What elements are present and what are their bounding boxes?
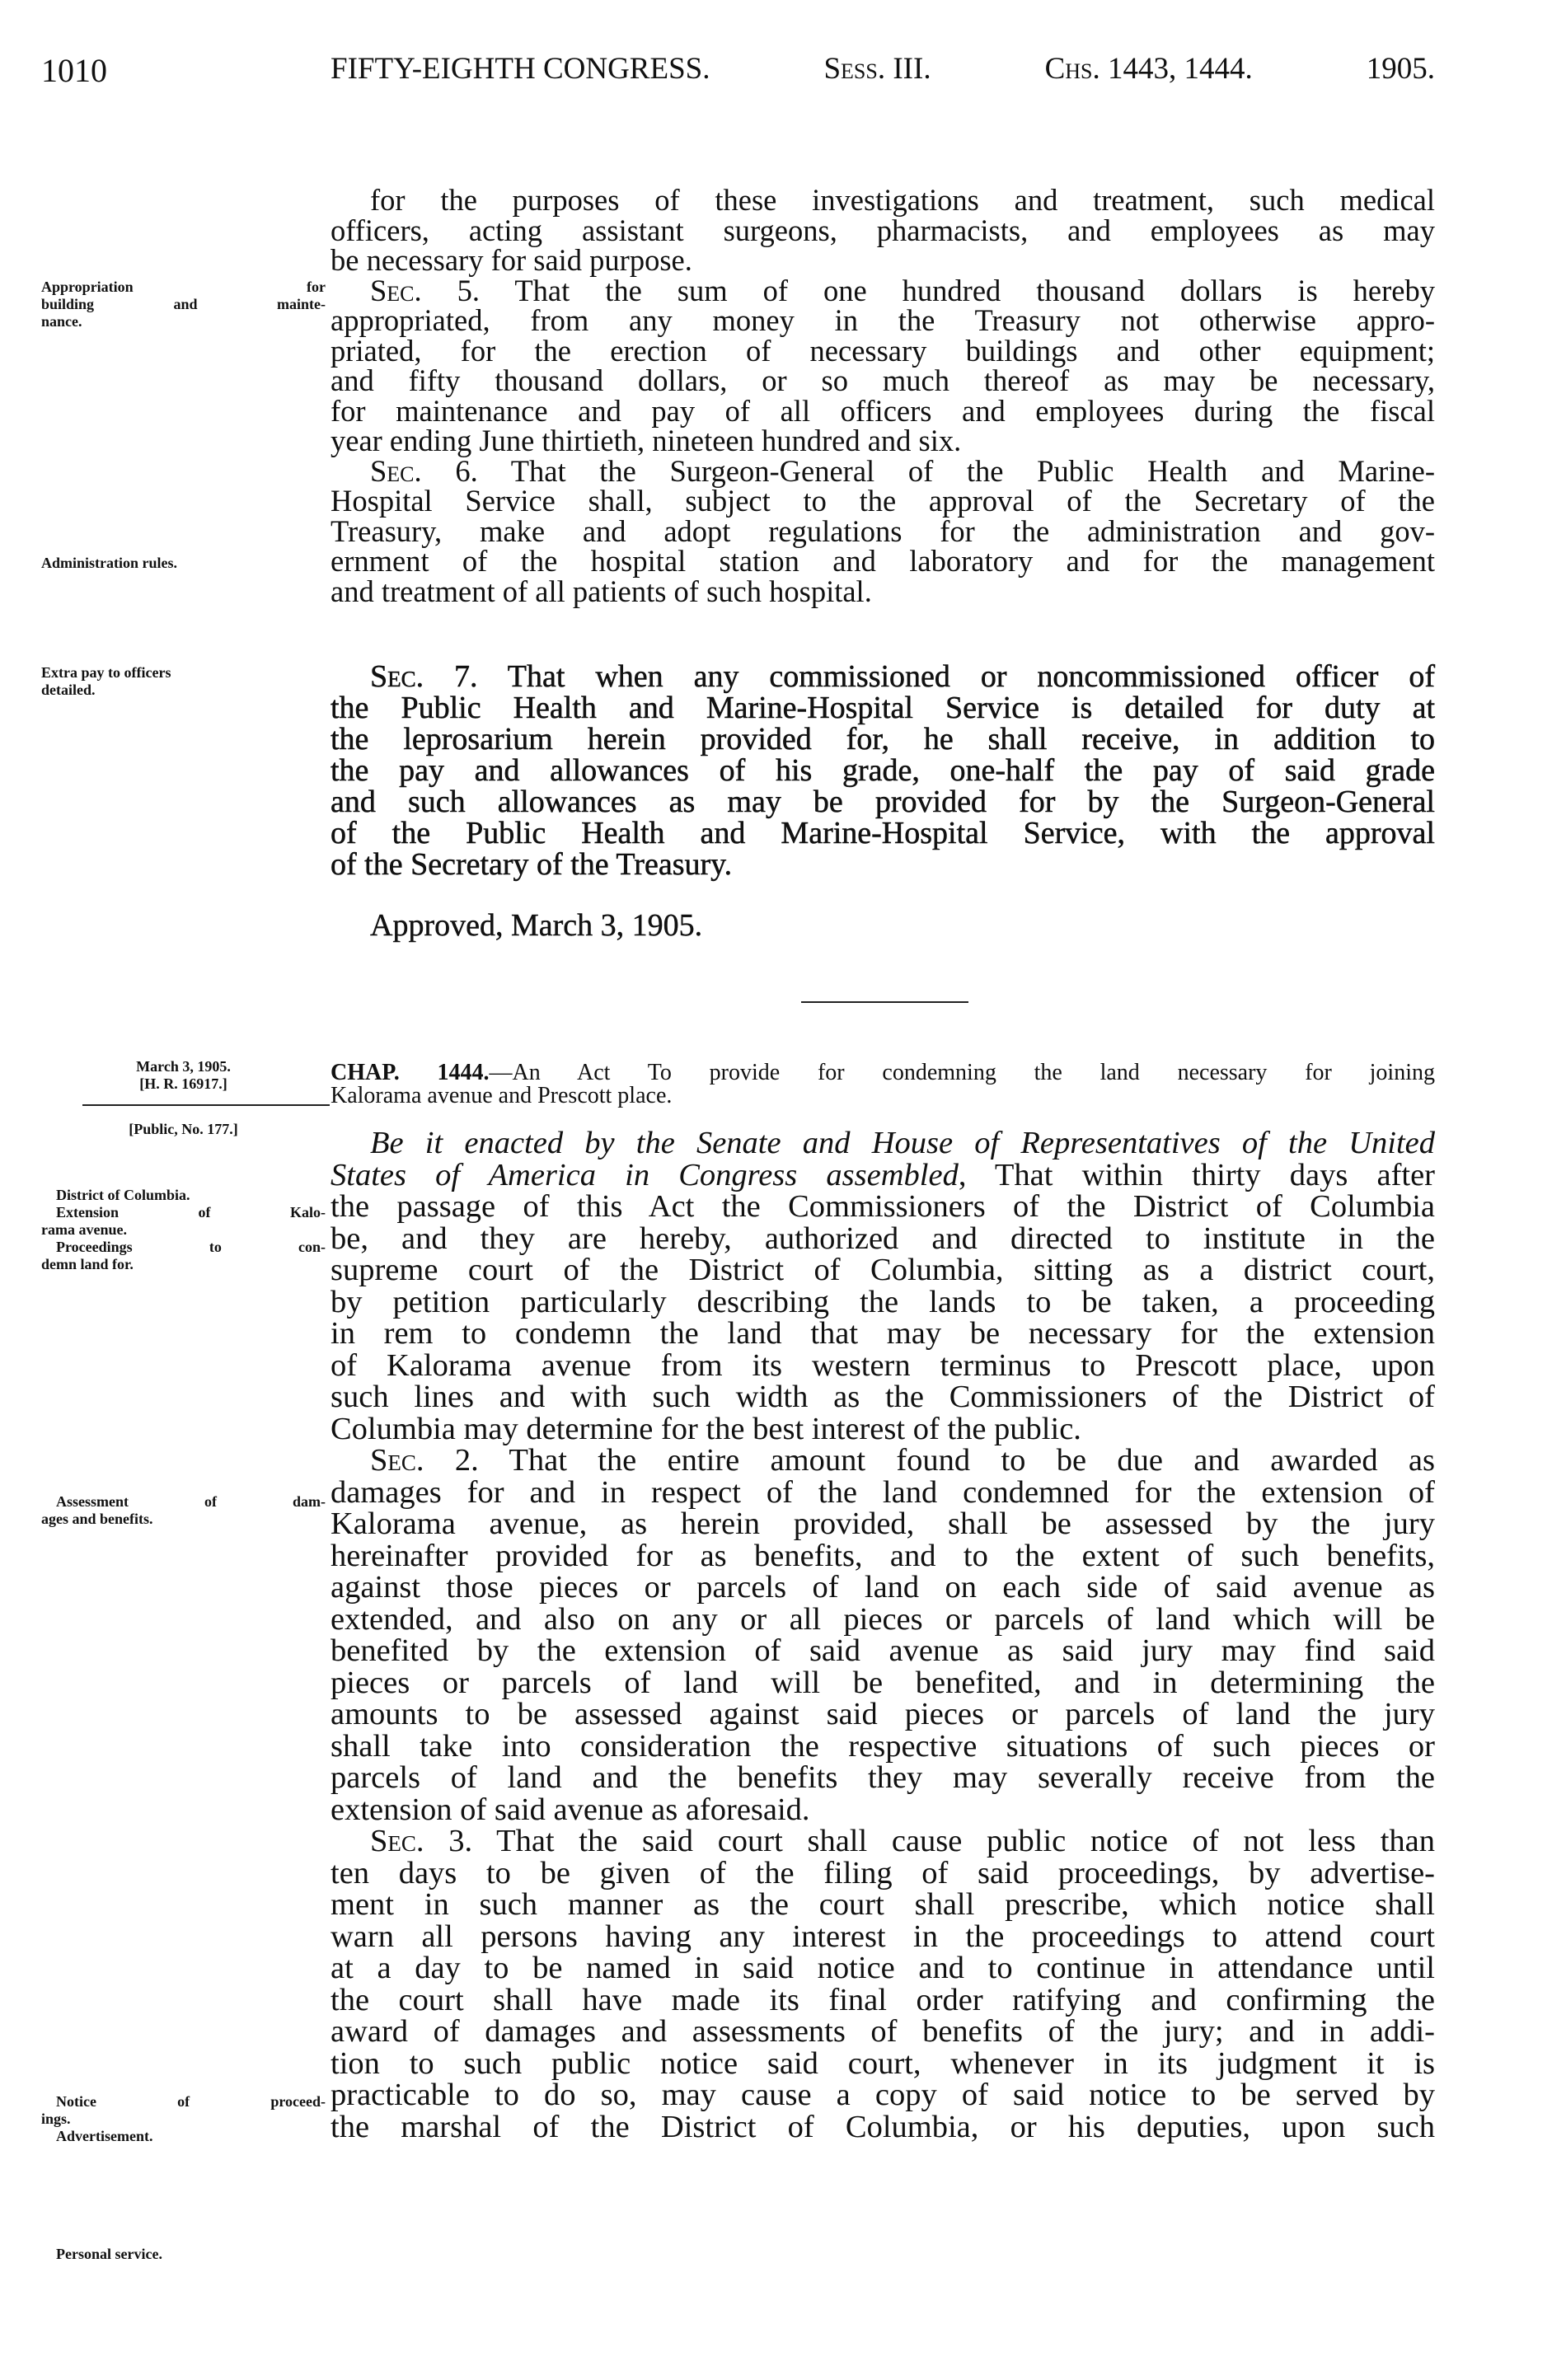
text-segment: the leprosarium herein provided for, he shall receive, in addition to	[331, 722, 1435, 757]
text-segment: priated, for the erection of necessary buildings and other equipment;	[331, 333, 1435, 368]
text-segment: ment in such manner as the court shall prescribe, which notice shall	[331, 1887, 1435, 1922]
text-segment: 7. That when any commissioned or noncommissioned officer of	[424, 659, 1435, 694]
text-line	[331, 1695, 1435, 1731]
text-line	[331, 1378, 1435, 1414]
text-line	[331, 544, 1435, 578]
text-segment: Sec.	[370, 273, 422, 307]
text-line	[331, 1441, 1435, 1478]
text-segment: warn all persons having any interest in the proceedings to attend court	[331, 1919, 1435, 1954]
bill-number: [H. R. 16917.]	[139, 1075, 227, 1092]
session: Sess. III.	[823, 52, 931, 86]
text-segment: , That within thirty days after	[958, 1157, 1435, 1192]
text-line	[331, 1632, 1435, 1668]
margin-line: detailed.	[41, 682, 96, 698]
text-segment: extension of said avenue as aforesaid.	[331, 1792, 810, 1827]
text-line	[331, 513, 1435, 548]
text-segment: the court shall have made its final order ratifying and confirming the	[331, 1982, 1435, 2017]
margin-line: nance.	[41, 313, 82, 330]
text-segment: Sec.	[370, 659, 424, 694]
text-segment: Sec.	[370, 1824, 424, 1858]
text-line	[331, 273, 1435, 307]
text-line	[331, 1568, 1435, 1605]
text-segment: benefited by the extension of said avenue as said jury may find said	[331, 1633, 1435, 1668]
text-line	[331, 1124, 1435, 1160]
text-segment: for the purposes of these investigations and treatment, such medical	[370, 183, 1435, 217]
text-segment: the Public Health and Marine-Hospital Service is detailed for duty at	[331, 691, 1435, 725]
margin-line: Proceedings to con-	[56, 1239, 326, 1255]
text-segment: Kalorama avenue, as herein provided, shall be assessed by the jury	[331, 1506, 1435, 1541]
text-segment: amounts to be assessed against said pieces or parcels of land the jury	[331, 1697, 1435, 1731]
text-segment: and fifty thousand dollars, or so much thereof as may be necessary,	[331, 363, 1435, 397]
sections-5-6	[331, 183, 1435, 608]
margin-note-assessment	[41, 1493, 326, 1528]
text-segment: ten days to be given of the filing of said proceedings, by advertise-	[331, 1855, 1435, 1890]
text-segment: tion to such public notice said court, whenever in its judgment it is	[331, 2045, 1435, 2081]
act-date: March 3, 1905.	[136, 1058, 231, 1075]
text-line	[331, 1791, 1435, 1827]
text-segment: Treasury, make and adopt regulations for the administration and gov-	[331, 513, 1435, 548]
text-segment: hereinafter provided for as benefits, and to the extent of such benefits,	[331, 1538, 1435, 1573]
margin-line: Extra pay to officers	[41, 664, 171, 681]
text-segment: year ending June thirtieth, nineteen hundred and six.	[331, 424, 962, 457]
text-line	[331, 2012, 1435, 2049]
text-line	[331, 1505, 1435, 1541]
text-segment: Approved, March 3, 1905.	[370, 908, 703, 943]
text-line	[331, 1283, 1435, 1319]
text-segment: such lines and with such width as the Commissioners of the District of	[331, 1380, 1435, 1414]
text-line	[331, 1886, 1435, 1922]
text-segment: the pay and allowances of his grade, one-half the pay of said grade	[331, 753, 1435, 788]
text-line	[331, 484, 1435, 518]
margin-line: District of Columbia.	[56, 1187, 190, 1203]
text-line	[331, 1981, 1435, 2017]
text-line	[331, 1918, 1435, 1954]
text-line	[331, 303, 1435, 337]
text-segment: shall take into consideration the respective situations of such pieces or	[331, 1728, 1435, 1764]
page-number: 1010	[41, 52, 107, 89]
text-line	[331, 1347, 1435, 1383]
text-line	[331, 1949, 1435, 1985]
text-line	[331, 243, 1435, 277]
text-line	[331, 785, 1435, 819]
chapters: Chs. 1443, 1444.	[1044, 52, 1253, 86]
chapter-title	[331, 1059, 1435, 1108]
margin-line: Advertisement.	[56, 2128, 153, 2144]
text-line	[331, 363, 1435, 397]
text-line	[331, 1251, 1435, 1287]
text-segment: be necessary for said purpose.	[331, 243, 692, 277]
text-line	[331, 1156, 1435, 1192]
text-line	[331, 574, 1435, 608]
text-segment: practicable to do so, may cause a copy of said notice to be served by	[331, 2078, 1435, 2112]
text-line	[331, 183, 1435, 217]
text-line	[331, 393, 1435, 428]
text-line	[331, 1600, 1435, 1637]
text-line	[331, 1059, 1435, 1085]
text-line	[331, 1410, 1435, 1446]
text-line	[331, 2076, 1435, 2112]
text-segment: extended, and also on any or all pieces or parcels of land which will be	[331, 1601, 1435, 1637]
text-segment: Sec.	[370, 453, 422, 488]
text-segment: 2. That the entire amount found to be due and awarded as	[424, 1443, 1435, 1478]
text-line	[331, 2045, 1435, 2081]
text-segment: be, and they are hereby, authorized and directed to institute in the	[331, 1220, 1435, 1256]
text-line	[331, 1188, 1435, 1224]
margin-line: Notice of proceed-	[56, 2093, 326, 2110]
margin-note-administration	[41, 555, 326, 572]
text-line	[331, 691, 1435, 725]
running-head	[331, 51, 1435, 87]
margin-line: rama avenue.	[41, 1221, 127, 1238]
text-segment: for maintenance and pay of all officers and employees during the fiscal	[331, 393, 1435, 428]
margin-line: Administration rules.	[41, 555, 178, 571]
text-line	[331, 1220, 1435, 1256]
margin-note-notice	[41, 2093, 326, 2145]
chapter-1444-text	[331, 1124, 1435, 2144]
text-line	[331, 1314, 1435, 1351]
text-line	[331, 333, 1435, 368]
text-line	[331, 847, 1435, 882]
margin-date-block	[41, 1058, 326, 1093]
text-line	[331, 816, 1435, 850]
text-segment: of the Public Health and Marine-Hospital Service, with the approval	[331, 816, 1435, 850]
text-line	[331, 659, 1435, 694]
text-line	[331, 1759, 1435, 1795]
text-segment: by petition particularly describing the lands to be taken, a proceeding	[331, 1284, 1435, 1319]
text-segment: the passage of this Act the Commissioners of the District of Columbia	[331, 1189, 1435, 1224]
text-segment: award of damages and assessments of benefits of the jury; and in addi-	[331, 2014, 1435, 2049]
text-segment: of Kalorama avenue from its western terminus to Prescott place, upon	[331, 1347, 1435, 1383]
text-segment: Be it enacted by the Senate and House of Representatives of the United	[370, 1126, 1435, 1160]
margin-line: ages and benefits.	[41, 1511, 153, 1527]
text-segment: officers, acting assistant surgeons, pharmacists, and employees as may	[331, 213, 1435, 247]
text-line	[331, 1473, 1435, 1510]
text-segment: appropriated, from any money in the Treasury not otherwise appro-	[331, 303, 1435, 337]
text-segment: Hospital Service shall, subject to the approval of the Secretary of the	[331, 484, 1435, 518]
margin-line: Personal service.	[56, 2246, 162, 2262]
text-line	[331, 753, 1435, 788]
public-law-number: [Public, No. 177.]	[129, 1121, 238, 1137]
text-segment: and such allowances as may be provided for by the Surgeon-General	[331, 785, 1435, 819]
text-segment: at a day to be named in said notice and to continue in attendance until	[331, 1951, 1435, 1985]
chapter-divider	[801, 1001, 968, 1003]
text-segment: Columbia may determine for the best interest of the public.	[331, 1411, 1081, 1446]
margin-line: building and mainte-	[41, 296, 326, 312]
margin-note-extra-pay	[41, 664, 326, 699]
text-segment: 6. That the Surgeon-General of the Public Health and Marine-	[421, 453, 1435, 488]
text-segment: ernment of the hospital station and laboratory and for the management	[331, 544, 1435, 578]
congress-title: FIFTY-EIGHTH CONGRESS.	[331, 52, 710, 86]
text-segment: pieces or parcels of land will be benefited, and in determining the	[331, 1665, 1435, 1700]
margin-divider	[82, 1104, 330, 1106]
text-line	[331, 908, 1435, 943]
text-segment: against those pieces or parcels of land on each side of said avenue as	[331, 1570, 1435, 1605]
text-segment: Sec.	[370, 1443, 424, 1478]
text-segment: and treatment of all patients of such hospital.	[331, 574, 872, 608]
text-segment: CHAP. 1444.	[331, 1060, 490, 1085]
text-line	[331, 1664, 1435, 1700]
section-7	[331, 659, 1435, 882]
margin-line: Appropriation for	[41, 279, 326, 295]
text-segment: —An Act To provide for condemning the land necessary for joining	[489, 1060, 1435, 1085]
text-line	[331, 1727, 1435, 1764]
text-segment: parcels of land and the benefits they may severally receive from the	[331, 1760, 1435, 1795]
text-line	[331, 1822, 1435, 1858]
text-segment: damages for and in respect of the land condemned for the extension of	[331, 1474, 1435, 1510]
text-segment: in rem to condemn the land that may be necessary for the extension	[331, 1316, 1435, 1351]
text-line	[331, 1854, 1435, 1890]
margin-note-appropriation	[41, 279, 326, 330]
text-segment: supreme court of the District of Columbia, sitting as a district court,	[331, 1253, 1435, 1287]
text-segment: 3. That the said court shall cause public notice of not less than	[424, 1824, 1435, 1858]
year: 1905.	[1366, 52, 1435, 86]
text-line	[331, 213, 1435, 247]
margin-line: demn land for.	[41, 1256, 134, 1272]
text-line	[331, 2108, 1435, 2144]
text-line	[331, 424, 1435, 457]
margin-line: Extension of Kalo-	[56, 1204, 326, 1220]
margin-line: Assessment of dam-	[56, 1493, 326, 1510]
text-segment: of the Secretary of the Treasury.	[331, 847, 733, 882]
text-segment: the marshal of the District of Columbia, or his deputies, upon such	[331, 2109, 1435, 2144]
margin-line: ings.	[41, 2111, 71, 2127]
text-line	[331, 1082, 1435, 1108]
approval-line	[331, 908, 1435, 943]
text-segment: States of America in Congress assembled	[331, 1157, 959, 1192]
margin-note-district	[41, 1187, 326, 1273]
text-segment: Kalorama avenue and Prescott place.	[331, 1083, 673, 1108]
text-line	[331, 453, 1435, 488]
text-segment: 5. That the sum of one hundred thousand dollars is hereby	[421, 273, 1435, 307]
margin-note-personal-service	[41, 2246, 326, 2263]
text-line	[331, 1537, 1435, 1573]
text-line	[331, 722, 1435, 757]
